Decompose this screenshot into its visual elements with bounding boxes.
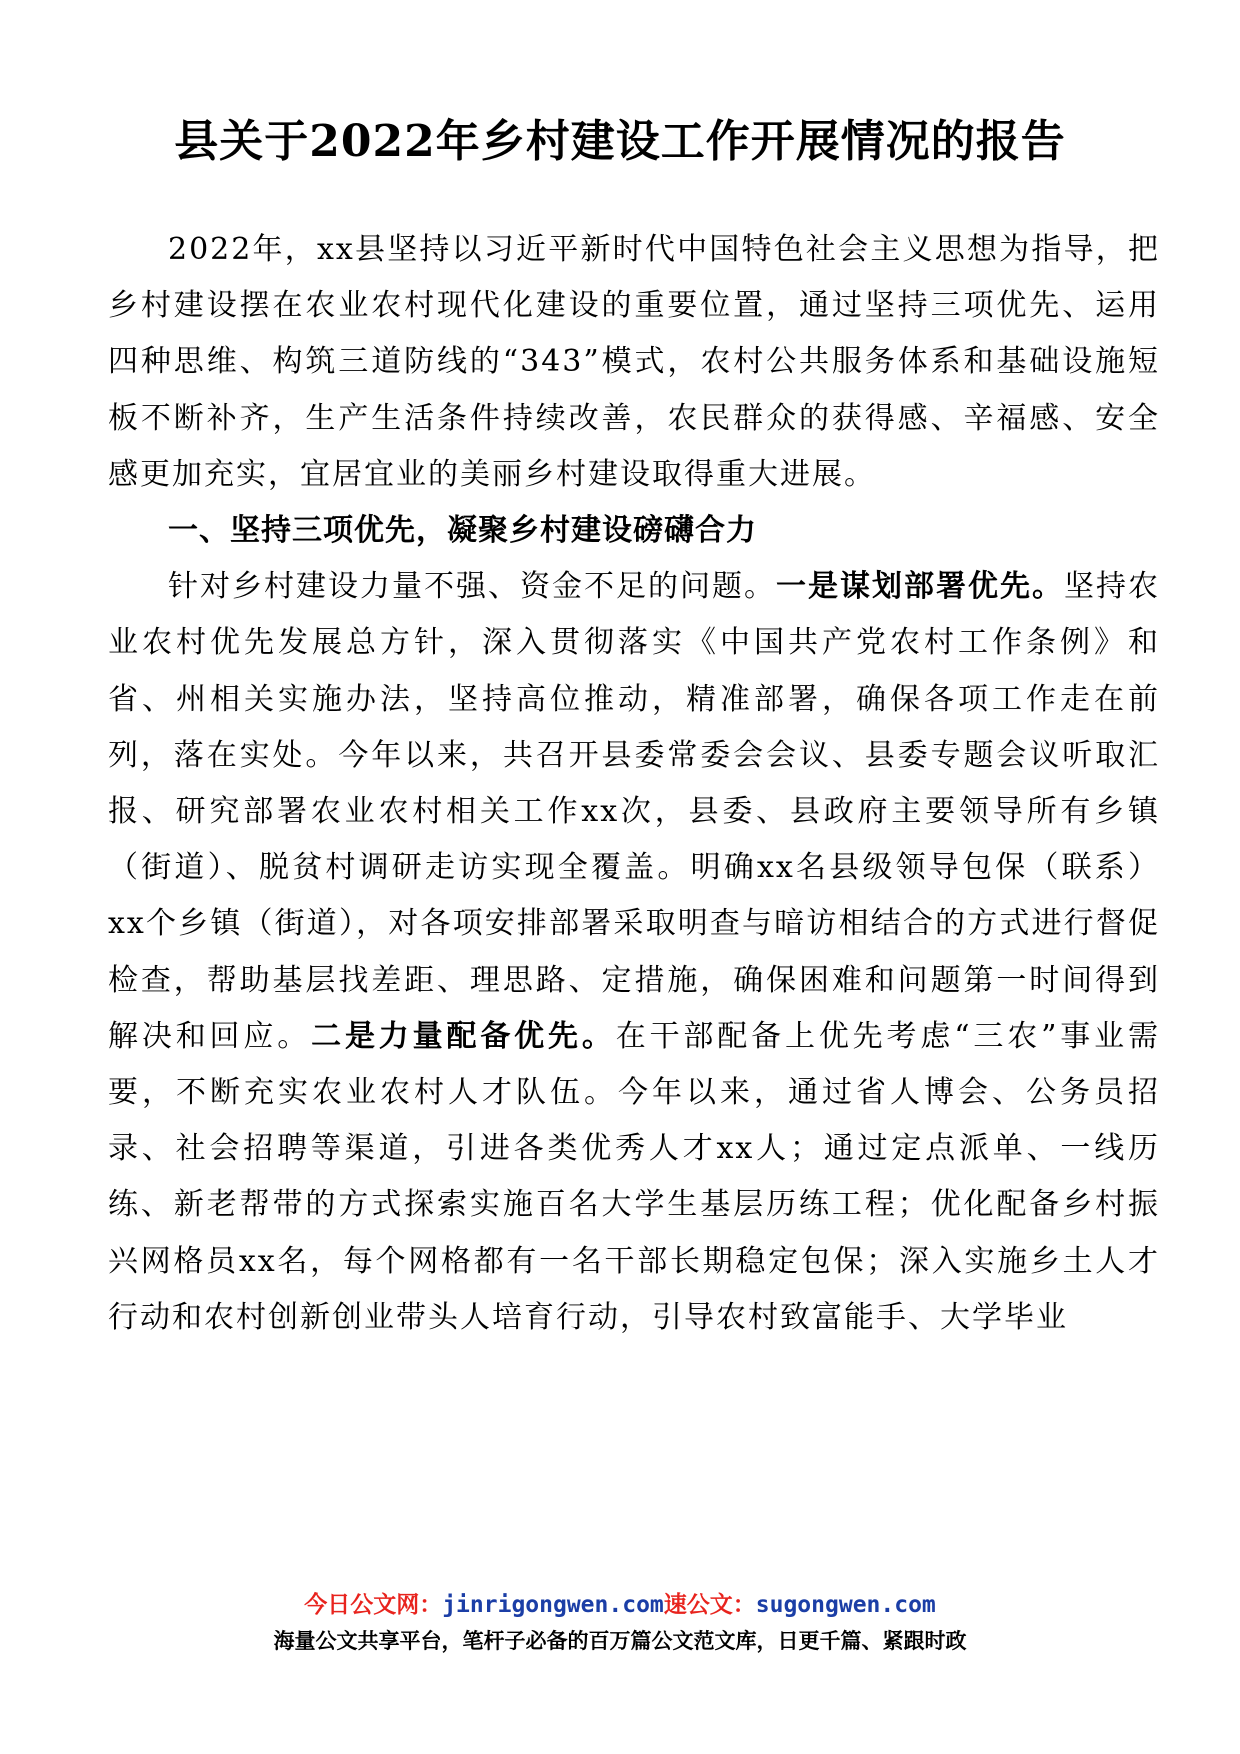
section-paragraph xyxy=(108,559,1160,1346)
site1-link[interactable]: jinrigongwen.com xyxy=(442,1592,664,1618)
point-two-text: 在干部配备上优先考虑“三农”事业需要，不断充实农业农村人才队伍。今年以来，通过省人博会、公务员招录、社会招聘等渠道，引进各类优秀人才xx人；通过定点派单、一线历练、新老帮带的方式探索实施百名大学生基层历练工程；优化配备乡村振兴网格员xx名，每个网格都有一名干部长期稳定包保；深入实施乡土人才行动和农村创新创业带头人培育行动，引导农村致富能手、大学毕业 xyxy=(108,1018,1160,1335)
site1-label: 今日公文网： xyxy=(304,1592,443,1618)
section-heading: 一、坚持三项优先，凝聚乡村建设磅礴合力 xyxy=(168,513,757,549)
site2-label: 速公文： xyxy=(663,1592,756,1618)
section-lead: 针对乡村建设力量不强、资金不足的问题。 xyxy=(168,569,776,605)
page-title: 县关于2022年乡村建设工作开展情况的报告 xyxy=(174,116,1066,167)
footer-banner xyxy=(0,1588,1240,1658)
footer-sites xyxy=(0,1588,1240,1622)
point-one-title: 一是谋划部署优先。 xyxy=(776,569,1064,605)
site2-link[interactable]: sugongwen.com xyxy=(755,1592,936,1618)
point-two-title: 二是力量配备优先。 xyxy=(311,1018,616,1054)
footer-slogan: 海量公文共享平台，笔杆子必备的百万篇公文范文库，日更千篇、紧跟时政 xyxy=(273,1629,967,1653)
intro-paragraph: 2022年，xx县坚持以习近平新时代中国特色社会主义思想为指导，把乡村建设摆在农业农村现代化建设的重要位置，通过坚持三项优先、运用四种思维、构筑三道防线的“343”模式，农村公共服务体系和基础设施短板不断补齐，生产生活条件持续改善，农民群众的获得感、辛福感、安全感更加充实，宜居宜业的美丽乡村建设取得重大进展。 xyxy=(108,232,1160,492)
point-one-text: 坚持农业农村优先发展总方针，深入贯彻落实《中国共产党农村工作条例》和省、州相关实施办法，坚持高位推动，精准部署，确保各项工作走在前列，落在实处。今年以来，共召开县委常委会会议、县委专题会议听取汇报、研究部署农业农村相关工作xx次，县委、县政府主要领导所有乡镇（街道）、脱贫村调研走访实现全覆盖。明确xx名县级领导包保（联系）xx个乡镇（街道），对各项安排部署采取明查与暗访相结合的方式进行督促检查，帮助基层找差距、理思路、定措施，确保困难和问题第一时间得到解决和回应。 xyxy=(108,569,1160,1054)
document-body xyxy=(108,222,1160,1346)
